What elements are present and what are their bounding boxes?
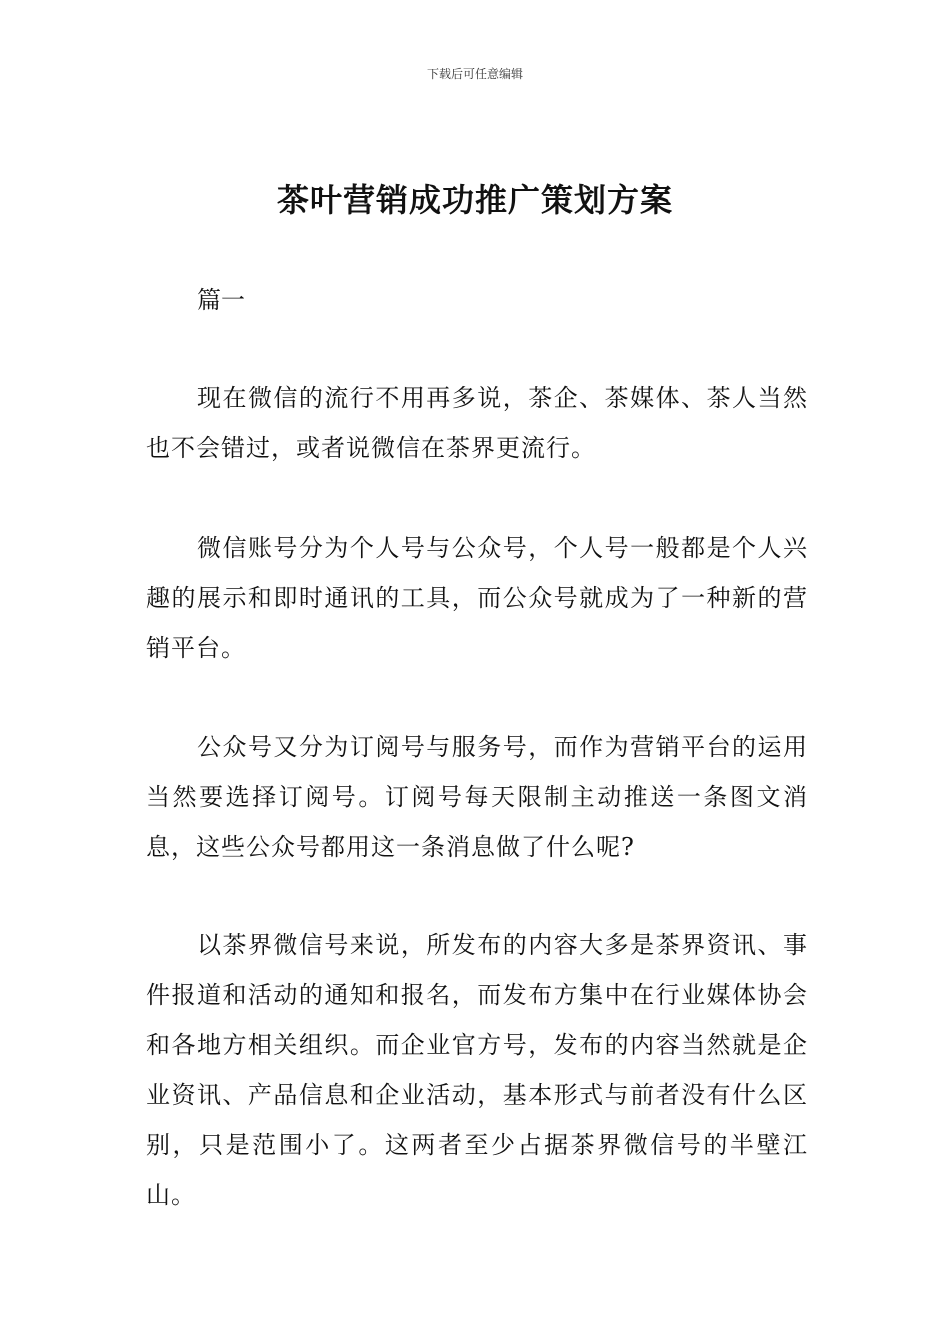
paragraph-1: 现在微信的流行不用再多说，茶企、茶媒体、茶人当然也不会错过，或者说微信在茶界更流行。 (146, 384, 808, 462)
paragraph-4: 以茶界微信号来说，所发布的内容大多是茶界资讯、事件报道和活动的通知和报名，而发布方集中在行业媒体协会和各地方相关组织。而企业官方号，发布的内容当然就是企业资讯、产品信息和企业活动，基本形式与前者没有什么区别，只是范围小了。这两者至少占据茶界微信号的半壁江山。 (146, 931, 808, 1209)
paragraph-3: 公众号又分为订阅号与服务号，而作为营销平台的运用当然要选择订阅号。订阅号每天限制主动推送一条图文消息，这些公众号都用这一条消息做了什么呢? (146, 733, 808, 861)
header-note: 下载后可任意编辑 (426, 67, 523, 81)
section-label: 篇一 (197, 286, 245, 314)
paragraph-2: 微信账号分为个人号与公众号，个人号一般都是个人兴趣的展示和即时通讯的工具，而公众号就成为了一种新的营销平台。 (146, 534, 808, 662)
document-title: 茶叶营销成功推广策划方案 (276, 181, 673, 219)
